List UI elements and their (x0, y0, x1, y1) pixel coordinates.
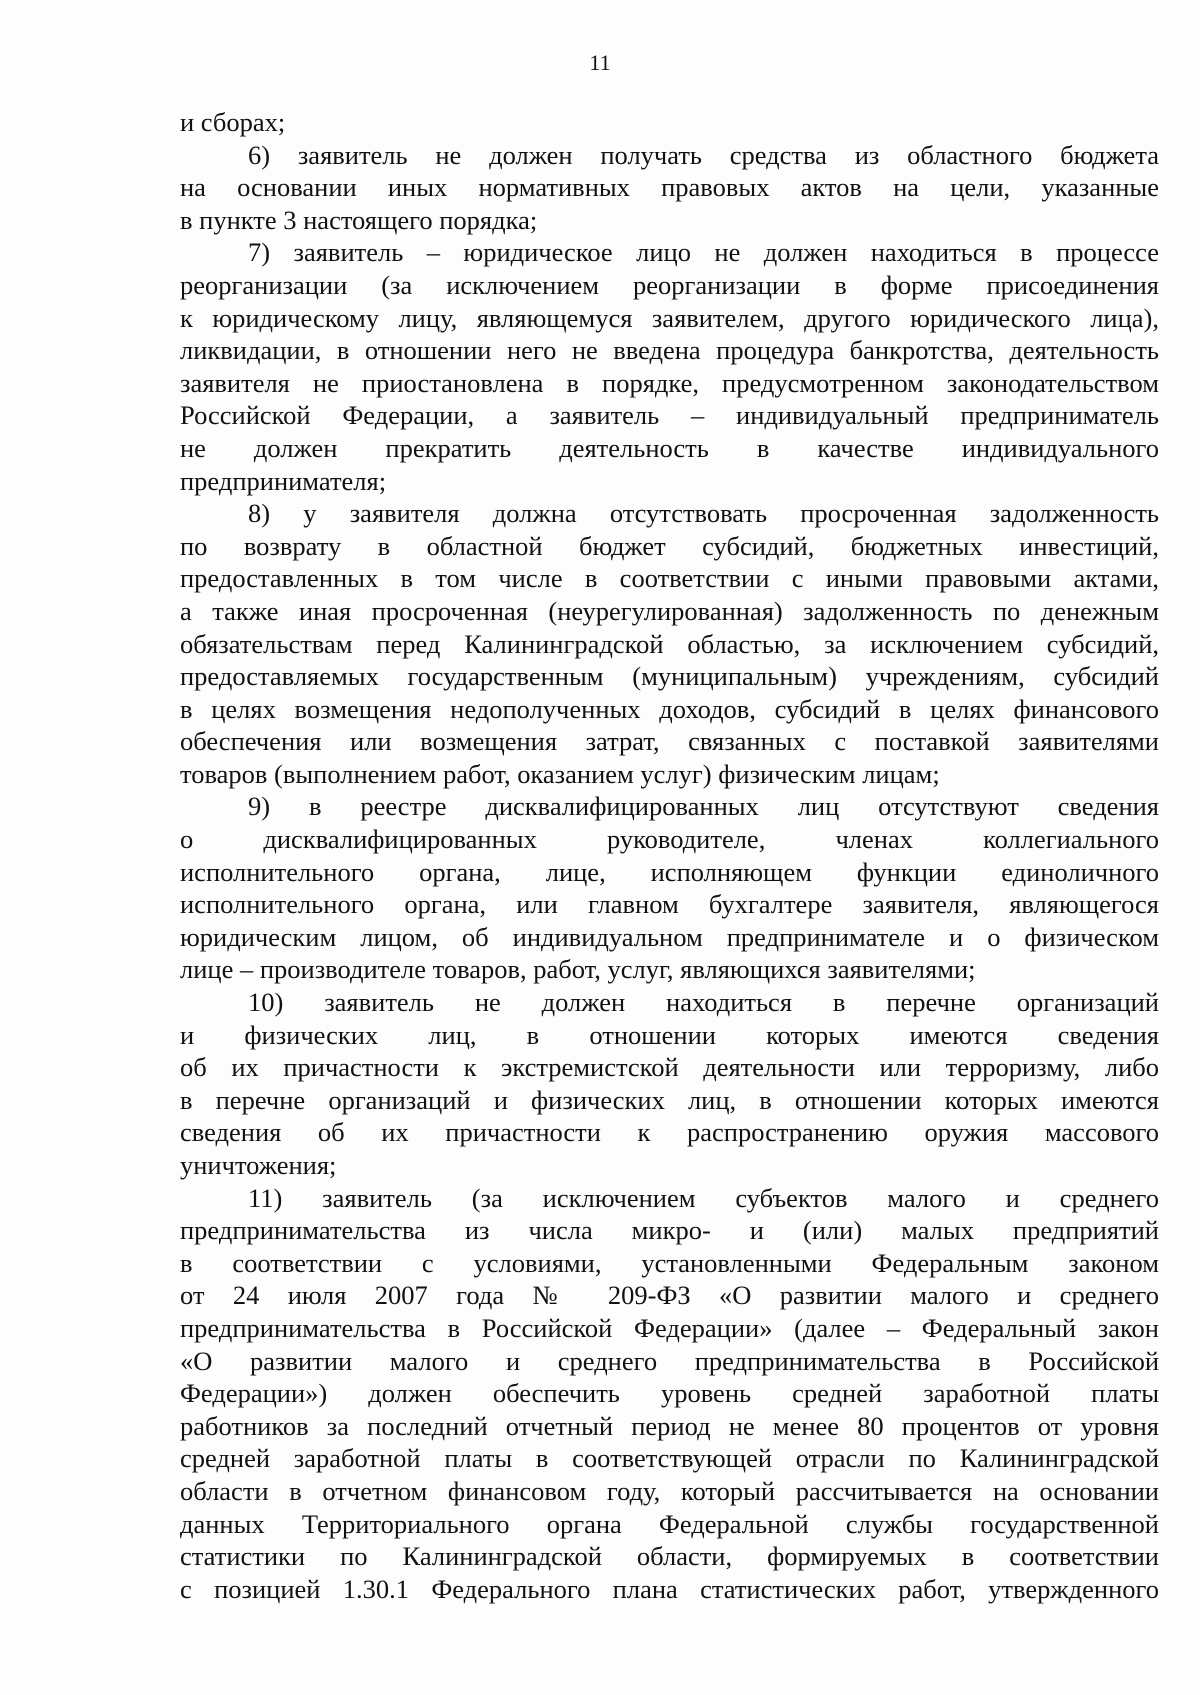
text-line: не должен прекратить деятельность в качестве индивидуального (180, 432, 1159, 463)
text-line: исполнительного органа, лице, исполняющем функции единоличного (180, 856, 1159, 887)
paragraph-p11 (180, 1182, 1159, 1606)
text-line: 7) заявитель – юридическое лицо не должен находиться в процессе (248, 237, 1159, 268)
text-line: юридическим лицом, об индивидуальном предпринимателе и о физическом (180, 921, 1159, 952)
text-line: в целях возмещения недополученных доходов, субсидий в целях финансового (180, 693, 1159, 724)
paragraph-p0 (180, 106, 1159, 139)
paragraph-p9 (180, 790, 1159, 986)
text-line: об их причастности к экстремистской деятельности или терроризму, либо (180, 1052, 1159, 1083)
paragraph-p7 (180, 236, 1159, 497)
text-line: области в отчетном финансовом году, который рассчитывается на основании (180, 1475, 1159, 1506)
text-line: предоставленных в том числе в соответствии с иными правовыми актами, (180, 563, 1159, 594)
text-line: «О развитии малого и среднего предпринимательства в Российской (180, 1345, 1159, 1376)
text-line: 11) заявитель (за исключением субъектов малого и среднего (248, 1182, 1159, 1213)
text-line: уничтожения; (180, 1150, 337, 1180)
text-line: исполнительного органа, или главном бухгалтере заявителя, являющегося (180, 889, 1159, 920)
text-line: о дисквалифицированных руководителе, членах коллегиального (180, 824, 1159, 855)
text-line: предпринимательства в Российской Федерации» (далее – Федеральный закон (180, 1312, 1159, 1343)
text-line: с позицией 1.30.1 Федерального плана статистических работ, утвержденного (180, 1573, 1159, 1604)
text-line: а также иная просроченная (неурегулированная) задолженность по денежным (180, 595, 1159, 626)
text-line: работников за последний отчетный период не менее 80 процентов от уровня (180, 1410, 1159, 1441)
text-line: предпринимательства из числа микро- и (или) малых предприятий (180, 1215, 1159, 1246)
text-line: от 24 июля 2007 года № 209-ФЗ «О развитии малого и среднего (180, 1280, 1159, 1311)
text-line: 10) заявитель не должен находиться в перечне организаций (248, 987, 1159, 1018)
text-line: ликвидации, в отношении него не введена процедура банкротства, деятельность (180, 335, 1159, 366)
text-line: и физических лиц, в отношении которых имеются сведения (180, 1019, 1159, 1050)
text-line: средней заработной платы в соответствующей отрасли по Калининградской (180, 1443, 1159, 1474)
text-line: предоставляемых государственным (муниципальным) учреждениям, субсидий (180, 661, 1159, 692)
document-body (180, 106, 1159, 1605)
paragraph-p10 (180, 986, 1159, 1182)
text-line: сведения об их причастности к распространению оружия массового (180, 1117, 1159, 1148)
text-line: к юридическому лицу, являющемуся заявителем, другого юридического лица), (180, 302, 1159, 333)
text-line: обеспечения или возмещения затрат, связанных с поставкой заявителями (180, 726, 1159, 757)
text-line: по возврату в областной бюджет субсидий, бюджетных инвестиций, (180, 530, 1159, 561)
paragraph-p8 (180, 497, 1159, 790)
text-line: Российской Федерации, а заявитель – индивидуальный предприниматель (180, 400, 1159, 431)
text-line: на основании иных нормативных правовых актов на цели, указанные (180, 172, 1159, 203)
text-line: заявителя не приостановлена в порядке, предусмотренном законодательством (180, 367, 1159, 398)
text-line: в перечне организаций и физических лиц, в отношении которых имеются (180, 1084, 1159, 1115)
page-number: 11 (589, 50, 611, 75)
text-line: статистики по Калининградской области, формируемых в соответствии (180, 1541, 1159, 1572)
text-line: данных Территориального органа Федеральной службы государственной (180, 1508, 1159, 1539)
text-line: предпринимателя; (180, 465, 387, 496)
text-line: 8) у заявителя должна отсутствовать просроченная задолженность (248, 498, 1159, 529)
text-line: Федерации») должен обеспечить уровень средней заработной платы (180, 1378, 1159, 1409)
text-line: 9) в реестре дисквалифицированных лиц отсутствуют сведения (248, 791, 1159, 822)
paragraph-p6 (180, 139, 1159, 237)
text-line: в пункте 3 настоящего порядка; (180, 204, 538, 235)
text-line: в соответствии с условиями, установленными Федеральным законом (180, 1247, 1159, 1278)
text-line: лице – производителе товаров, работ, услуг, являющихся заявителями; (180, 954, 976, 985)
text-line: обязательствам перед Калининградской областью, за исключением субсидий, (180, 628, 1159, 659)
text-line: 6) заявитель не должен получать средства из областного бюджета (248, 139, 1159, 170)
text-line: товаров (выполнением работ, оказанием услуг) физическим лицам; (180, 758, 940, 789)
text-line: и сборах; (180, 107, 286, 137)
text-line: реорганизации (за исключением реорганизации в форме присоединения (180, 269, 1159, 300)
